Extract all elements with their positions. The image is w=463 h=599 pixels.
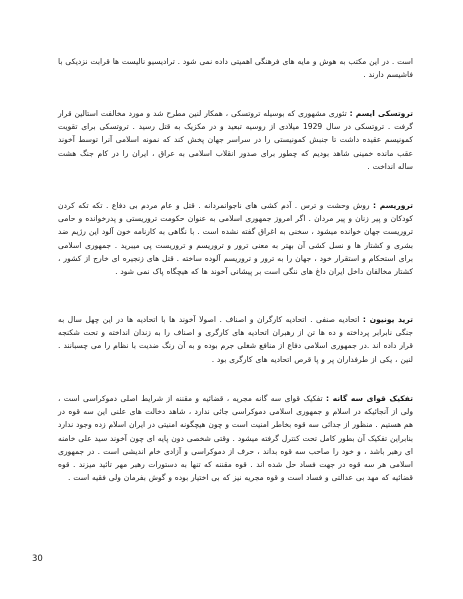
entry-text: اتحادیه صنفی . اتحادیه کارگران و اصناف . اصولا آخوند ها با اتحادیه ها در این چهل سال به جنگی نابرابر پرداخته و ده ها تن از رهبران اتحادیه های کارگری و اصناف را به زندان انداخته و تحت شکنجه قرار داده اند .در جمهوری اسلامی دفاع از منافع شغلی جرم بوده و به آن رنگ ضدیت با نظام را می چسبانند . لنین ، یکی از طرفداران پر و پا قرص اتحادیه های کارگری بود . (58, 315, 413, 364)
entry-trade-union (58, 313, 413, 366)
entry-separation-of-powers (58, 392, 413, 484)
entry-text: تئوری مشهوری که بوسیله تروتسکی ، همکار لنین مطرح شد و مورد مخالفت استالین قرار گرفت . تروتسکی در سال 1929 میلادی از روسیه تبعید و در مکزیک به قتل رسید . تروتسکی برای تقویت کمونیسم عقیده داشت تا جنبش کمونیستی را در سراسر جهان پخش کند که نمونه اسلامی آنرا توسط آخوند عقب مانده خمینی شاهد بودیم که چطور برای صدور انقلاب اسلامی به عراق ، ایران را در کام جنگ هشت ساله انداخت . (58, 109, 413, 171)
entry-trotskyism (58, 107, 413, 173)
entry-term: تفکیک قوای سه گانه : (325, 394, 413, 403)
intro-text: است . در این مکتب به هوش و مایه های فرهنگی اهمیتی داده نمی شود . تراديسيو نالیست ها قرابت نزدیکی با فاشیسم دارند . (58, 57, 413, 80)
entry-text: روش وحشت و ترس . آدم کشی های ناجوانمردانه . قتل و عام مردم بی دفاع . تکه تکه کردن کودکان و پیر زنان و پیر مردان . اگر امروز جمهوری اسلامی به عنوان حکومت تروریستی و پدرخوانده و حامی تروریست جهان خوانده میشود ، سخنی به اغراق گفته نشده است . با نگاهی به کارنامه خون آلود این رژیم ضد بشری و کشتار ها و نسل کشی آن بهتر به معنی ترور و تروریسم و تروریست پی میبرید . جمهوری اسلامی برای استحکام و استقرار خود ، جهان را به ترور و تروریسم آلوده ساخته . قتل های زنجیره ای خارج از کشور ، کشتار مخالفان داخل ایران داغ های ننگی است بر پیشانی آخوند ها که هیچگاه پاک نمی شود . (58, 201, 413, 277)
intro-paragraph (58, 55, 413, 81)
entry-terrorism (58, 199, 413, 278)
entry-term: تروریسم : (373, 201, 413, 210)
entry-term: ترید یونیون : (362, 315, 413, 324)
entry-term: تروتسکی ایسم : (349, 109, 413, 118)
entry-text: تفکیک قوای سه گانه مجریه ، قضائیه و مقننه از شرایط اصلی دموکراسی است ، ولی از آنجائیکه در اسلام و جمهوری اسلامی دموکراسی جائی ندارد ، شاهد دخالت های علنی این سه قوه در هم هستیم . منظور از جدائی سه قوه بخاطر امنیت است و چون هیچگونه امنیتی در ایران اسلام زده وجود ندارد بنابراین تفکیک آن بطور کامل تحت کنترل گرفته میشود . وقتی شخصی دون پایه ای چون آخوند سید علی خامنه ای رهبر باشد ، و خود را صاحب سه قوه بداند ، حرف از دموکراسی و آزادی خام اندیشی است . در جمهوری اسلامی هر سه قوه در جهت فساد حل شده اند . قوه مقننه که تنها به دستورات رهبر مهر تائید میزند . قوه قضائیه که مهد بی عدالتی و فساد است و قوه مجریه نیز که بی اختیار بوده و گوش بفرمان ولی فقیه است . (58, 394, 413, 483)
page-number: 30 (32, 554, 43, 564)
